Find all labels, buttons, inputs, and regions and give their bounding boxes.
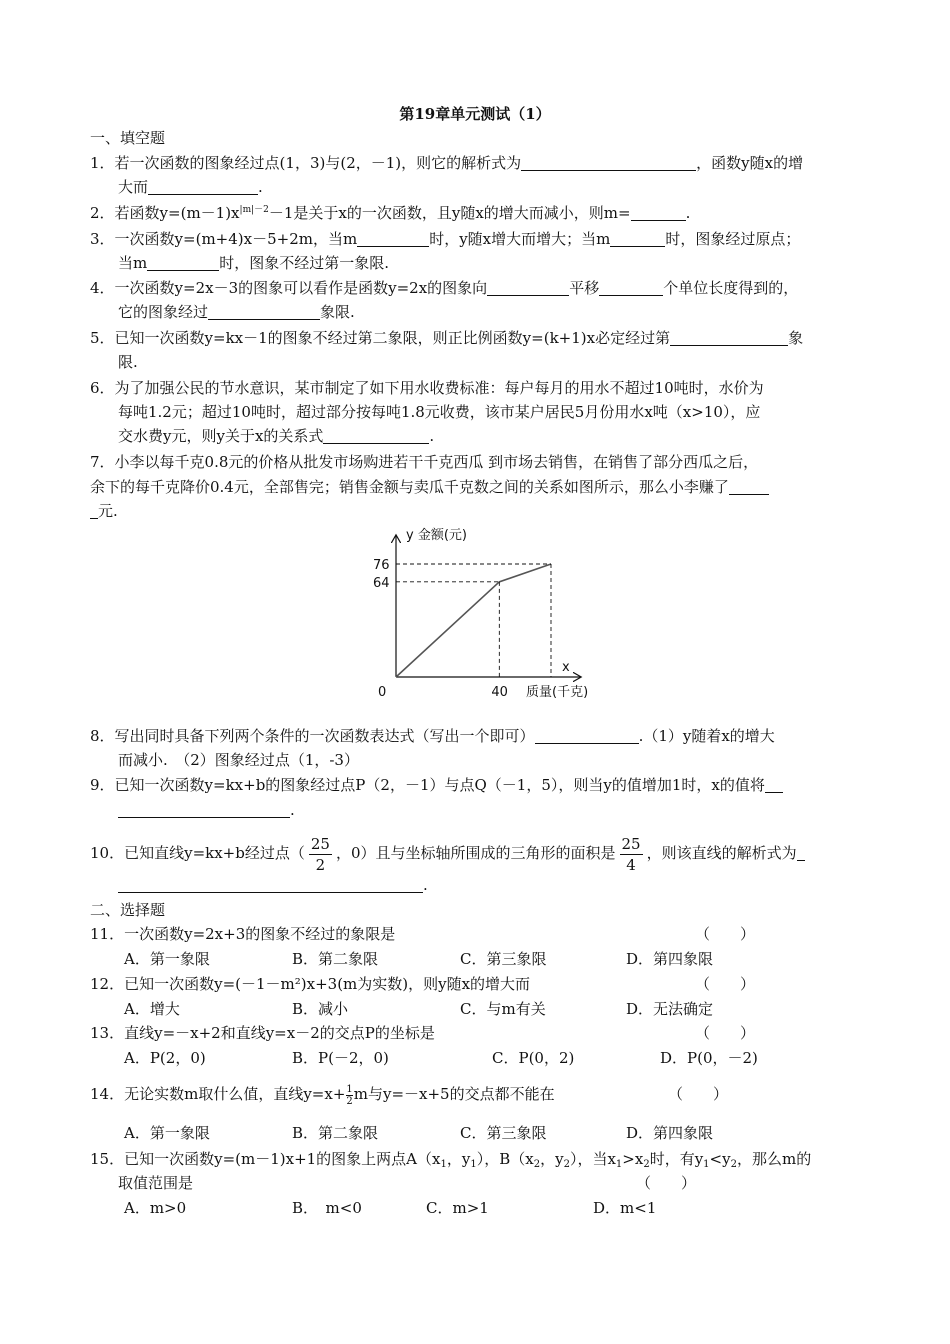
question-9 xyxy=(90,774,783,796)
q12-text: 已知一次函数y=(－1－m²)x+3(m为实数)，则y随x的增大而 xyxy=(124,975,531,993)
question-13 xyxy=(90,1022,435,1044)
q13-option-b[interactable]: B．P(－2，0) xyxy=(292,1049,389,1067)
q6-text-4: . xyxy=(429,427,435,445)
q11-answer-bracket[interactable]: （ ） xyxy=(695,925,756,943)
q1-blank-2[interactable] xyxy=(148,179,258,195)
q10-fraction-1: $\frac{25}{2}$ xyxy=(310,834,330,874)
q4-text-3: 个单位长度得到的， xyxy=(663,279,799,297)
sales-line xyxy=(396,564,551,677)
q8-text-2: .（1）y随着x的增大 xyxy=(638,727,775,745)
q7-text-3: 元. xyxy=(98,502,118,520)
q8-number: 8． xyxy=(90,727,115,745)
q14-option-a[interactable]: A．第一象限 xyxy=(124,1124,210,1142)
q5-number: 5． xyxy=(90,329,115,347)
q13-number: 13． xyxy=(90,1024,125,1042)
question-14 xyxy=(90,1076,555,1112)
question-9-cont xyxy=(118,799,295,821)
x-tick-label-40: 40 xyxy=(491,685,508,700)
q9-text-2: . xyxy=(290,801,295,819)
q10-blank[interactable] xyxy=(797,845,805,861)
y-tick-label-64: 64 xyxy=(373,575,390,591)
question-5 xyxy=(90,327,803,349)
q12-option-a[interactable]: A．增大 xyxy=(124,1000,180,1018)
question-4 xyxy=(90,277,798,299)
q13-text: 直线y=－x+2和直线y=x－2的交点P的坐标是 xyxy=(124,1024,435,1042)
q10-text-2: ，0）且与坐标轴所围成的三角形的面积是 xyxy=(335,844,616,862)
q5-blank[interactable] xyxy=(670,330,788,346)
q2-number: 2． xyxy=(90,204,115,222)
q11-number: 11． xyxy=(90,925,125,943)
q1-number: 1． xyxy=(90,154,115,172)
q1-text: 若一次函数的图象经过点(1，3)与(2，－1)，则它的解析式为 xyxy=(114,154,522,172)
q3-blank-1[interactable] xyxy=(357,231,429,247)
question-15 xyxy=(90,1148,811,1170)
q14-answer-bracket[interactable]: （ ） xyxy=(668,1085,729,1103)
q11-option-b[interactable]: B．第二象限 xyxy=(292,950,379,968)
q14-text: 无论实数m取什么值，直线y=x+ xyxy=(124,1085,346,1103)
q2-text-3: . xyxy=(685,204,691,222)
q12-number: 12． xyxy=(90,975,125,993)
q6-text-3: 交水费y元，则y关于x的关系式 xyxy=(118,427,324,445)
q15-sub-y2b: 2 xyxy=(730,1159,737,1170)
q15-sub-y2: 2 xyxy=(563,1159,570,1170)
question-4-cont xyxy=(118,301,355,323)
q9-text: 已知一次函数y=kx+b的图象经过点P（2，－1）与点Q（－1，5），则当y的值增加1时，x的值将 xyxy=(114,776,765,794)
q1-text-2: ，函数y随x的增 xyxy=(696,154,804,172)
q13-option-a[interactable]: A．P(2，0) xyxy=(124,1049,206,1067)
question-1-cont xyxy=(118,176,263,198)
q10-number: 10． xyxy=(90,844,125,862)
q13-option-c[interactable]: C．P(0，2) xyxy=(492,1049,575,1067)
q1-text-4: . xyxy=(258,178,263,196)
q7-blank-end[interactable] xyxy=(90,503,98,519)
q3-text: 一次函数y=(m+4)x－5+2m，当m xyxy=(114,230,358,248)
q15-text-h: <y xyxy=(709,1150,731,1168)
q3-text-2: 时，y随x增大而增大；当m xyxy=(429,230,611,248)
q4-blank-3[interactable] xyxy=(208,304,320,320)
q4-number: 4． xyxy=(90,279,115,297)
q14-option-d[interactable]: D．第四象限 xyxy=(626,1124,714,1142)
q9-number: 9． xyxy=(90,776,115,794)
q1-text-3: 大而 xyxy=(118,178,149,196)
q12-answer-bracket[interactable]: （ ） xyxy=(695,975,756,993)
question-7-cont xyxy=(90,476,769,498)
q14-fraction: $\frac{1}{2}$ xyxy=(346,1083,353,1107)
q12-option-d[interactable]: D．无法确定 xyxy=(626,1000,714,1018)
q15-option-a[interactable]: A．m>0 xyxy=(124,1199,187,1217)
section-fill-in-blank: 一、填空题 xyxy=(90,129,166,147)
q14-text-2: m与y=－x+5的交点都不能在 xyxy=(353,1085,555,1103)
q8-blank[interactable] xyxy=(535,728,639,744)
q10-text-3: ，则该直线的解析式为 xyxy=(646,844,797,862)
question-3-cont xyxy=(118,252,389,274)
q4-text-2: 平移 xyxy=(569,279,600,297)
q10-blank-2[interactable] xyxy=(118,877,423,893)
section-multiple-choice: 二、选择题 xyxy=(90,901,166,919)
q8-text: 写出同时具备下列两个条件的一次函数表达式（写出一个即可） xyxy=(114,727,535,745)
question-5-cont: 限. xyxy=(118,353,138,371)
q3-blank-2[interactable] xyxy=(610,231,665,247)
q3-number: 3． xyxy=(90,230,115,248)
question-11 xyxy=(90,923,395,945)
q4-text: 一次函数y=2x－3的图象可以看作是函数y=2x的图象向 xyxy=(114,279,488,297)
q15-text-e: ），当x xyxy=(569,1150,616,1168)
q15-text-b: ，y xyxy=(446,1150,471,1168)
question-7 xyxy=(90,451,758,473)
q5-text: 已知一次函数y=kx－1的图象不经过第二象限，则正比例函数y=(k+1)x必定经过第 xyxy=(114,329,671,347)
q7-text: 小李以每千克0.8元的价格从批发市场购进若干千克西瓜 到市场去销售，在销售了部分西瓜之后， xyxy=(114,453,759,471)
sales-chart xyxy=(368,524,608,704)
q15-text-c: ），B（x xyxy=(476,1150,534,1168)
q11-text: 一次函数y=2x+3的图象不经过的象限是 xyxy=(124,925,396,943)
question-10 xyxy=(90,832,805,875)
question-1 xyxy=(90,152,803,174)
q6-text: 为了加强公民的节水意识，某市制定了如下用水收费标准：每户每月的用水不超过10吨时，水价为 xyxy=(114,379,764,397)
question-8-cont: 而减小. （2）图象经过点（1，-3） xyxy=(118,751,359,769)
q9-blank[interactable] xyxy=(765,777,783,793)
question-6-cont-1: 每吨1.2元；超过10吨时，超过部分按每吨1.8元收费，该市某户居民5月份用水x吨（x>10），应 xyxy=(118,403,761,421)
question-3 xyxy=(90,228,800,250)
q9-blank-2[interactable] xyxy=(118,802,290,818)
q15-text-g: 时，有y xyxy=(649,1150,704,1168)
q15-text: 已知一次函数y=(m－1)x+1的图象上两点A（x xyxy=(124,1150,441,1168)
q15-sub-x2: 2 xyxy=(533,1159,541,1170)
origin-label: 0 xyxy=(378,685,387,700)
q15-sub-x2b: 2 xyxy=(643,1159,650,1170)
q15-text-f: >x xyxy=(622,1150,644,1168)
q3-text-4: 当m xyxy=(118,254,148,272)
question-8 xyxy=(90,725,775,747)
q13-answer-bracket[interactable]: （ ） xyxy=(695,1024,756,1042)
q15-option-b[interactable]: B． m<0 xyxy=(292,1199,362,1217)
q14-number: 14． xyxy=(90,1085,125,1103)
q14-option-c[interactable]: C．第三象限 xyxy=(460,1124,547,1142)
q5-text-2: 象 xyxy=(788,329,804,347)
question-10-cont xyxy=(118,874,428,896)
q3-text-3: 时，图象经过原点； xyxy=(665,230,801,248)
q1-blank-1[interactable] xyxy=(521,155,696,171)
x-axis-letter: x xyxy=(562,660,570,675)
question-15-cont: 取值范围是 xyxy=(118,1174,194,1192)
question-6-cont-2 xyxy=(118,425,434,447)
q12-option-c[interactable]: C．与m有关 xyxy=(460,1000,546,1018)
q10-text: 已知直线y=kx+b经过点（ xyxy=(124,844,305,862)
q11-option-d[interactable]: D．第四象限 xyxy=(626,950,714,968)
q7-text-2: 余下的每千克降价0.4元，全部售完；销售金额与卖瓜千克数之间的关系如图所示，那么小李赚了 xyxy=(90,478,729,496)
q15-sub-x1b: 1 xyxy=(615,1159,623,1170)
q7-number: 7． xyxy=(90,453,115,471)
page-title: 第19章单元测试（1） xyxy=(399,105,551,123)
q4-blank-2[interactable] xyxy=(599,280,663,296)
question-2 xyxy=(90,202,690,224)
q2-text: 若函数y=(m－1)x xyxy=(114,204,240,222)
q2-exponent: |m|－2 xyxy=(239,205,269,215)
q2-text-2: －1是关于x的一次函数，且y随x的增大而减小，则m= xyxy=(268,204,631,222)
q15-option-d[interactable]: D．m<1 xyxy=(593,1199,657,1217)
q2-blank[interactable] xyxy=(631,205,686,221)
q6-number: 6． xyxy=(90,379,115,397)
q12-option-b[interactable]: B．减小 xyxy=(292,1000,349,1018)
x-axis-label: 质量(千克) xyxy=(526,685,589,700)
q7-blank[interactable] xyxy=(729,479,769,495)
question-12 xyxy=(90,973,530,995)
q15-sub-y1: 1 xyxy=(470,1159,477,1170)
q15-number: 15． xyxy=(90,1150,125,1168)
q3-text-5: 时，图象不经过第一象限. xyxy=(219,254,390,272)
question-7-cont-2 xyxy=(90,500,118,522)
q13-option-d[interactable]: D．P(0，－2) xyxy=(660,1049,758,1067)
question-6 xyxy=(90,377,764,399)
q15-text-d: ，y xyxy=(540,1150,564,1168)
q15-sub-x1: 1 xyxy=(440,1159,447,1170)
y-tick-label-76: 76 xyxy=(373,558,390,573)
q15-option-c[interactable]: C．m>1 xyxy=(426,1199,489,1217)
q3-blank-3[interactable] xyxy=(147,255,219,271)
q15-sub-y1b: 1 xyxy=(703,1159,710,1170)
q4-blank-1[interactable] xyxy=(487,280,569,296)
y-axis-label: y 金额(元) xyxy=(406,528,467,543)
q10-fraction-2: $\frac{25}{4}$ xyxy=(621,834,641,874)
q15-text-i: ，那么m的 xyxy=(736,1150,812,1168)
q15-answer-bracket[interactable]: （ ） xyxy=(636,1174,697,1192)
q4-text-5: 象限. xyxy=(320,303,355,321)
q4-text-4: 它的图象经过 xyxy=(118,303,209,321)
q14-option-b[interactable]: B．第二象限 xyxy=(292,1124,379,1142)
q11-option-a[interactable]: A．第一象限 xyxy=(124,950,210,968)
q10-text-4: . xyxy=(423,876,428,894)
q6-blank[interactable] xyxy=(323,428,429,444)
q11-option-c[interactable]: C．第三象限 xyxy=(460,950,547,968)
